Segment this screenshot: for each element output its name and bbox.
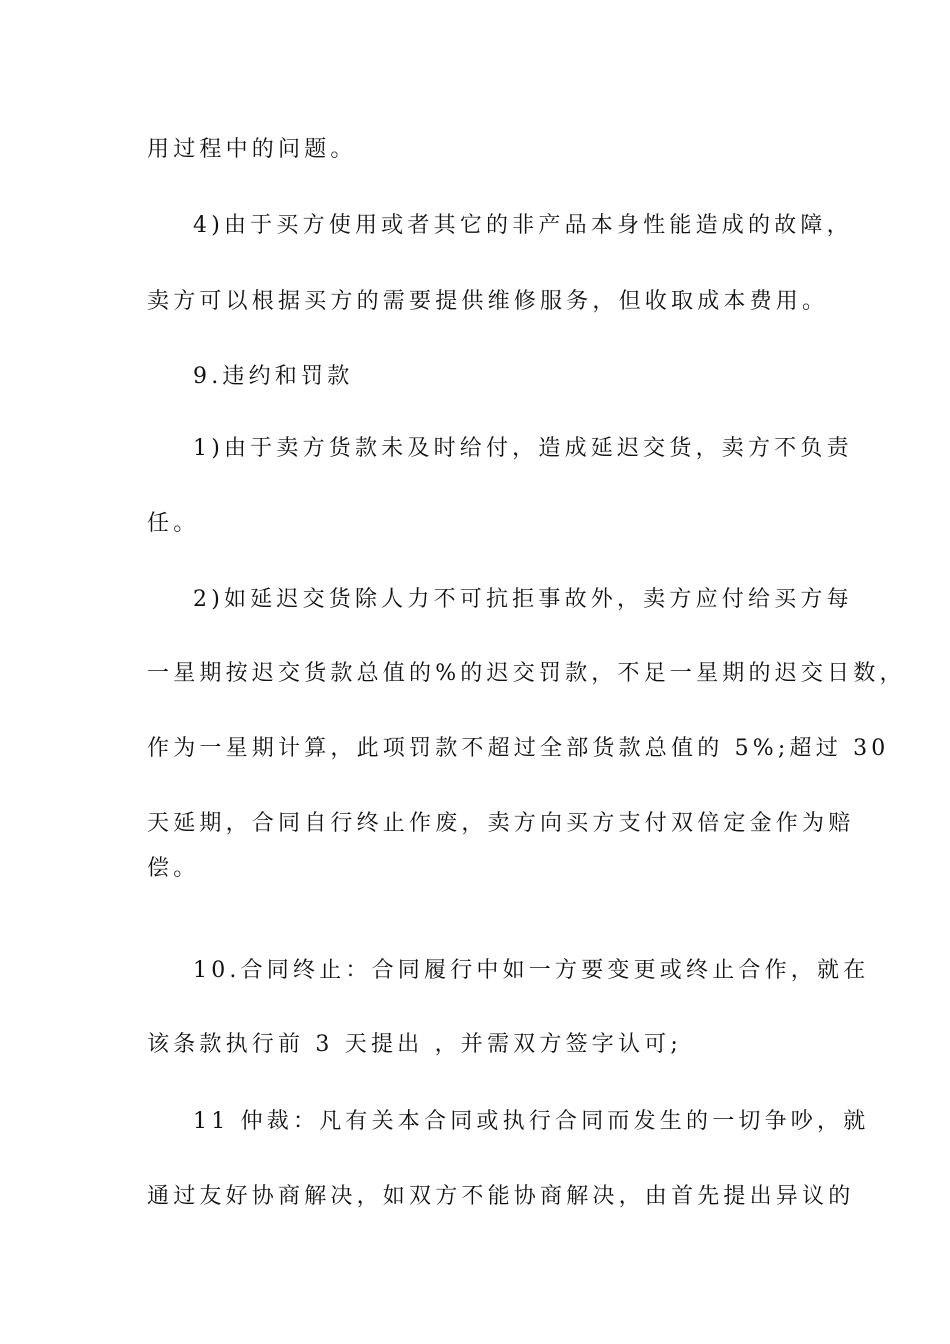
text-line: 天延期，合同自行终止作废，卖方向买方支付双倍定金作为赔 xyxy=(147,811,855,836)
clause-4-text: 4)由于买方使用或者其它的非产品本身性能造成的故障， xyxy=(193,213,853,238)
text-line: 任。 xyxy=(147,511,200,536)
text-line: 偿。 xyxy=(147,856,200,881)
section-heading-10: 10.合同终止：合同履行中如一方要变更或终止合作，就在 xyxy=(193,958,870,983)
text-line: 作为一星期计算，此项罚款不超过全部货款总值的 5%;超过 30 xyxy=(147,736,890,761)
text-line: 用过程中的问题。 xyxy=(147,137,357,162)
text-line: 一星期按迟交货款总值的%的迟交罚款，不足一星期的迟交日数， xyxy=(147,661,906,686)
clause-2-text: 2)如延迟交货除人力不可抗拒事故外，卖方应付给买方每 xyxy=(193,587,853,612)
section-heading-9: 9.违约和罚款 xyxy=(193,364,354,389)
section-heading-11: 11 仲裁：凡有关本合同或执行合同而发生的一切争吵，就 xyxy=(193,1109,870,1134)
clause-1-text: 1)由于卖方货款未及时给付，造成延迟交货，卖方不负责 xyxy=(193,436,853,461)
text-line: 卖方可以根据买方的需要提供维修服务，但收取成本费用。 xyxy=(147,289,829,314)
text-line: 该条款执行前 3 天提出 ，并需双方签字认可; xyxy=(147,1032,682,1057)
text-line: 通过友好协商解决，如双方不能协商解决，由首先提出异议的 xyxy=(147,1184,855,1209)
